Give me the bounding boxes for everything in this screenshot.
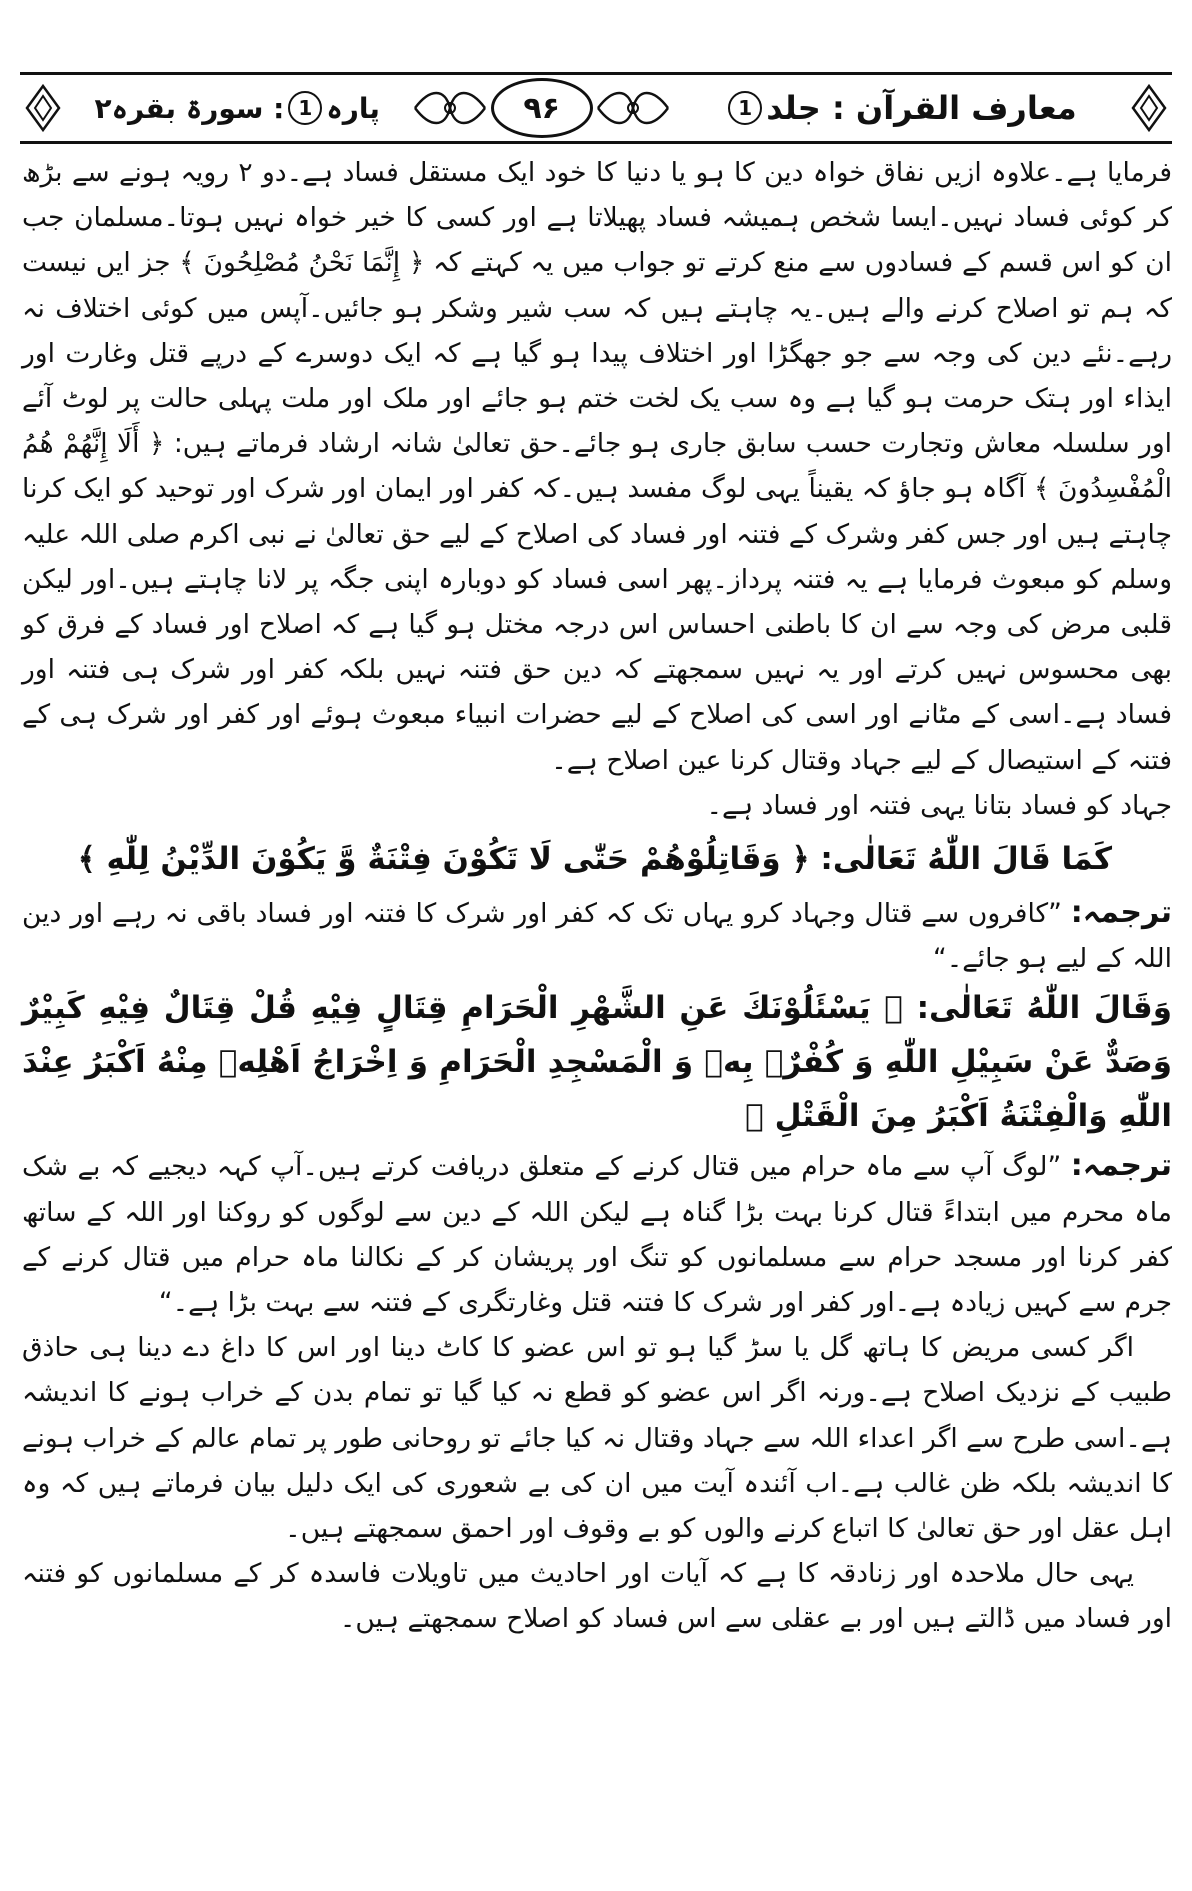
page-header [20, 72, 1172, 144]
book-title: معارف القرآن : جلد 1 [674, 75, 1127, 141]
paragraph-3: اگر کسی مریض کا ہاتھ گل یا سڑ گیا ہو تو اس عضو کا کاٹ دینا اور اس کا داغ دے دینا ہی حاذق طبیب کے نزدیک اصلاح ہے۔ورنہ اگر اس عضو کو قطع نہ کیا گیا تو تمام بدن کے خراب ہونے کا اندیشہ ہے۔اسی طرح سے اگر اعداء اللہ سے جہاد وقتال نہ کیا جائے تو روحانی طور پر تمام عالم کے خراب ہونے کا اندیشہ بلکہ ظن غالب ہے۔اب آئندہ آیت میں ان کی بے شعوری کی ایک دلیل بیان فرماتے ہیں کہ وہ اہل عقل اور حق تعالیٰ کا اتباع کرنے والوں کو بے وقوف اور احمق سمجھتے ہیں۔ [22, 1332, 1172, 1545]
translation-text: ”کافروں سے قتال وجہاد کرو یہاں تک کہ کفر اور شرک کا فتنہ اور فساد باقی نہ رہے اور دین اللہ کے لیے ہو جائے۔“ [22, 898, 1172, 975]
volume-number: 1 [728, 91, 762, 125]
ornament-right [593, 75, 674, 141]
ornament-left [409, 75, 490, 141]
translation-1 [22, 890, 1172, 981]
page-number: ۹۶ [523, 90, 560, 126]
paragraph-4: یہی حال ملاحدہ اور زنادقہ کا ہے کہ آیات اور احادیث میں تاویلات فاسدہ کر کے مسلمانوں کو فتنہ اور فساد میں ڈالتے ہیں اور بے عقلی سے اس فساد کو اصلاح سمجھتے ہیں۔ [22, 1558, 1172, 1635]
para-number: 1 [288, 91, 322, 125]
translation-2 [22, 1143, 1172, 1325]
paragraph-1: فرمایا ہے۔علاوہ ازیں نفاق خواہ دین کا ہو یا دنیا کا خود ایک مستقل فساد ہے۔دو ۲ رویہ ہونے سے بڑھ کر کوئی فساد نہیں۔ایسا شخص ہمیشہ فساد پھیلاتا ہے اور کسی کا خیر خواہ نہیں ہوتا۔مسلمان جب ان کو اس قسم کے فسادوں سے منع کرتے تو جواب میں یہ کہتے کہ ﴿ إِنَّمَا نَحْنُ مُصْلِحُونَ ﴾ جز ایں نیست کہ ہم تو اصلاح کرنے والے ہیں۔یہ چاہتے ہیں کہ سب شیر وشکر ہو جائیں۔آپس میں کوئی اختلاف نہ رہے۔نئے دین کی وجہ سے جو جھگڑا اور اختلاف پیدا ہو گیا ہے کہ ایک دوسرے کے درپے قتل وغارت اور ایذاء اور ہتک حرمت ہو گیا ہے وہ سب یک لخت ختم ہو جائے اور ملک اور ملت پہلی حالت پر لوٹ آئے اور سلسلہ معاش وتجارت حسب سابق جاری ہو جائے۔حق تعالیٰ شانہ ارشاد فرماتے ہیں: ﴿ أَلَا إِنَّهُمْ هُمُ الْمُفْسِدُونَ ﴾ آگاہ ہو جاؤ کہ یقیناً یہی لوگ مفسد ہیں۔کہ کفر اور ایمان اور شرک اور توحید کو ایک کرنا چاہتے ہیں اور جس کفر وشرک کے فتنہ اور فساد کی اصلاح کے لیے حق تعالیٰ نے نبی اکرم صلی اللہ علیہ وسلم کو مبعوث فرمایا ہے یہ فتنہ پرداز۔پھر اسی فساد کو دوبارہ اپنی جگہ پر لانا چاہتے ہیں۔اور لیکن قلبی مرض کی وجہ سے ان کا باطنی احساس اس درجہ مختل ہو گیا ہے کہ اصلاح اور فساد کے فرق کو بھی محسوس نہیں کرتے اور یہ نہیں سمجھتے کہ دین حق فتنہ نہیں بلکہ کفر اور شرک ہی فتنہ اور فساد ہے۔اسی کے مٹانے اور اسی کی اصلاح کے لیے حضرات انبیاء مبعوث ہوئے اور کفر اور شرک ہی کے فتنہ کے استیصال کے لیے جہاد وقتال کرنا عین اصلاح ہے۔ [22, 157, 1173, 776]
page-number-badge [491, 75, 593, 141]
corner-ornament-right [1127, 75, 1172, 141]
quran-verse-2: وَقَالَ اللّٰهُ تَعَالٰى: ﴿ يَسْئَلُوْنَكَ عَنِ الشَّهْرِ الْحَرَامِ قِتَالٍ فِيْهِ قُلْ قِتَالٌ فِيْهِ كَبِيْرٌ وَصَدٌّ عَنْ سَبِيْلِ اللّٰهِ وَ كُفْرٌۢ بِهٖ وَ الْمَسْجِدِ الْحَرَامِ وَ اِخْرَاجُ اَهْلِهٖ مِنْهُ اَكْبَرُ عِنْدَ اللّٰهِ وَالْفِتْنَةُ اَكْبَرُ مِنَ الْقَتْلِ ﴾ [22, 990, 1172, 1135]
section-label: پارہ 1 : سورۃ بقرہ۲ [94, 91, 380, 125]
corner-ornament-left [20, 75, 65, 141]
translation-label: ترجمہ: [1070, 1148, 1172, 1184]
translation-text: ”لوگ آپ سے ماہ حرام میں قتال کرنے کے متعلق دریافت کرتے ہیں۔آپ کہہ دیجیے کہ بے شک ماہ محرم میں ابتداءً قتال کرنا بہت بڑا گناہ ہے لیکن اللہ کے دین سے لوگوں کو روکنا اور اللہ کے ساتھ کفر کرنا اور مسجد حرام سے مسلمانوں کو تنگ اور پریشان کر کے نکالنا ماہ حرام میں قتال کرنے کے جرم سے کہیں زیادہ ہے۔اور کفر اور شرک کا فتنہ قتل وغارتگری کے فتنہ سے بہت بڑا ہے۔“ [22, 1151, 1172, 1319]
quran-verse-1: كَمَا قَالَ اللّٰهُ تَعَالٰى: ﴿ وَقَاتِلُوْهُمْ حَتّٰى لَا تَكُوْنَ فِتْنَةٌ وَّ يَكُوْنَ الدِّيْنُ لِلّٰهِ ﴾ [77, 841, 1112, 878]
page-body [22, 150, 1172, 1642]
translation-label: ترجمہ: [1070, 895, 1172, 931]
paragraph-2: جہاد کو فساد بتانا یہی فتنہ اور فساد ہے۔ [706, 789, 1172, 821]
